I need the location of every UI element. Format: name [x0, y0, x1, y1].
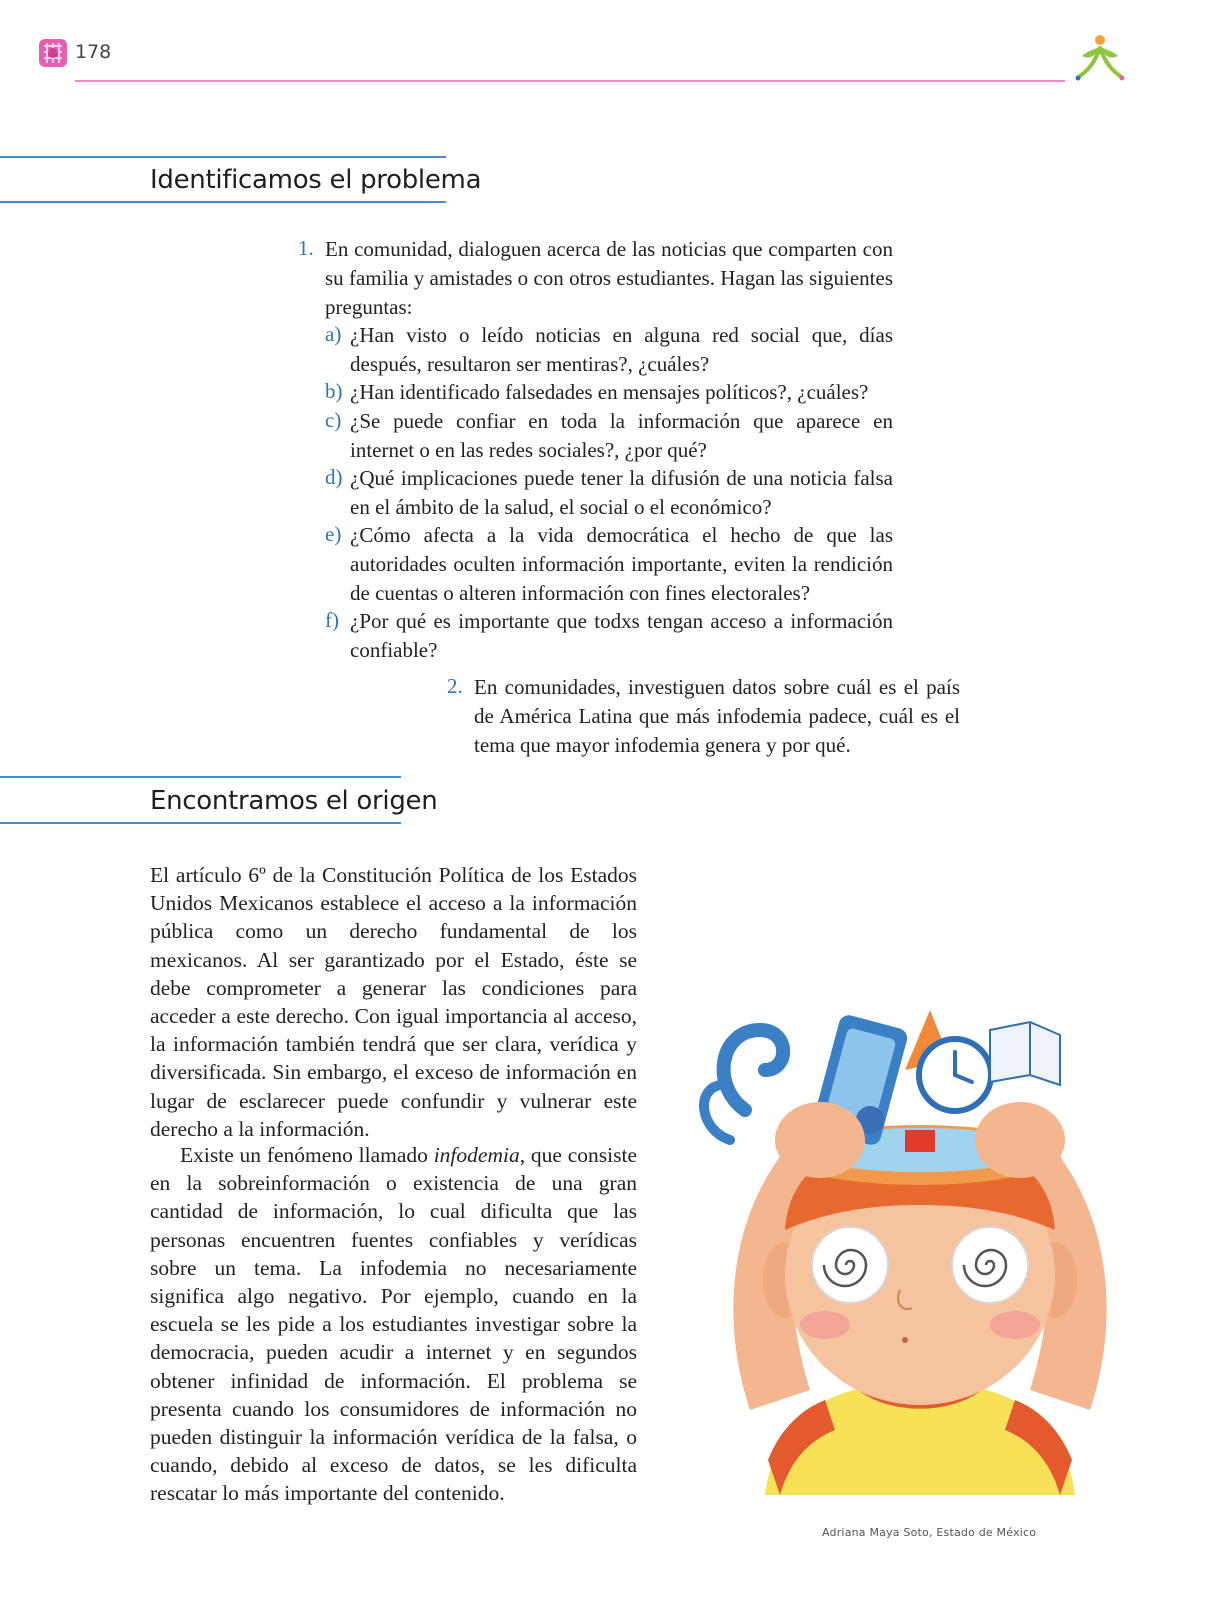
- paragraph-infodemia-rest: , que consiste en la sobreinformación o existencia de una gran cantidad de información, lo cual dificulta que las personas encuentren fuentes confiables y verídicas sobre un tema. La infodemia no necesariamente significa algo negativo. Por ejemplo, cuando en la escuela se les pide a los estudiantes investigar sobre la democracia, pueden acudir a internet y en segundos obtener infinidad de información. El problema se presenta cuando los consumidores de información no pueden distinguir la información verídica de la falsa, o cuando, debido al exceso de datos, se les dificulta rescatar lo más importante del contenido.: [150, 1143, 638, 1506]
- illustration-credit: Adriana Maya Soto, Estado de México: [822, 1526, 1037, 1539]
- header-divider: [75, 80, 1065, 82]
- item-letter: e): [325, 522, 342, 546]
- section-rule-bottom: [0, 822, 401, 824]
- item-text: ¿Han visto o leído noticias en alguna red social que, días después, resultaron ser mentiras?, ¿cuáles?: [350, 323, 893, 376]
- item-letter: f): [325, 608, 339, 632]
- item-text: ¿Cómo afecta a la vida democrática el hecho de que las autoridades oculten información importante, eviten la rendición de cuentas o alteren información con fines electorales?: [350, 523, 893, 605]
- paragraph-infodemia: [150, 1141, 637, 1508]
- paragraph-constitution: El artículo 6º de la Constitución Política de los Estados Unidos Mexicanos establece el acceso a la información pública como un derecho fundamental de los mexicanos. Al ser garantizado por el Estado, éste se debe comprometer a generar las condiciones para acceder a este derecho. Con igual importancia al acceso, la información también tendrá que ser clara, verídica y diversificada. Sin embargo, el exceso de información en lugar de esclarecer puede confundir y vulnerar este derecho a la información.: [150, 863, 637, 1141]
- section-title-origen: Encontramos el origen: [150, 786, 438, 816]
- item-text: ¿Se puede confiar en toda la información que aparece en internet o en las redes sociales?, ¿por qué?: [350, 409, 893, 462]
- question-number: 1.: [298, 236, 314, 260]
- item-letter: a): [325, 322, 342, 346]
- section-title-problema: Identificamos el problema: [150, 165, 482, 195]
- page-number: 178: [75, 41, 112, 63]
- section-rule-top: [0, 776, 401, 778]
- aztec-glyph-icon: [38, 38, 68, 68]
- question-text: En comunidades, investiguen datos sobre cuál es el país de América Latina que más infodemia padece, cuál es el tema que mayor infodemia genera y por qué.: [474, 675, 960, 757]
- item-letter: d): [325, 465, 343, 489]
- infodemia-term: infodemia: [433, 1143, 520, 1167]
- item-letter: c): [325, 408, 342, 432]
- item-text: ¿Qué implicaciones puede tener la difusión de una noticia falsa en el ámbito de la salud, el social o el económico?: [350, 466, 893, 519]
- section-rule-bottom: [0, 201, 446, 203]
- item-letter: b): [325, 379, 343, 403]
- section-rule-top: [0, 156, 446, 158]
- paragraph-infodemia-start: Existe un fenómeno llamado: [180, 1143, 434, 1167]
- tentacle-shape: [704, 1030, 783, 1140]
- school-logo-icon: [1070, 30, 1130, 90]
- question-text: En comunidad, dialoguen acerca de las noticias que comparten con su familia y amistades o con otros estudiantes. Hagan las siguientes preguntas:: [325, 237, 893, 319]
- question-number: 2.: [447, 674, 463, 698]
- item-text: ¿Por qué es importante que todxs tengan acceso a información confiable?: [350, 609, 893, 662]
- infodemia-illustration: [690, 990, 1150, 1495]
- item-text: ¿Han identificado falsedades en mensajes políticos?, ¿cuáles?: [350, 380, 869, 404]
